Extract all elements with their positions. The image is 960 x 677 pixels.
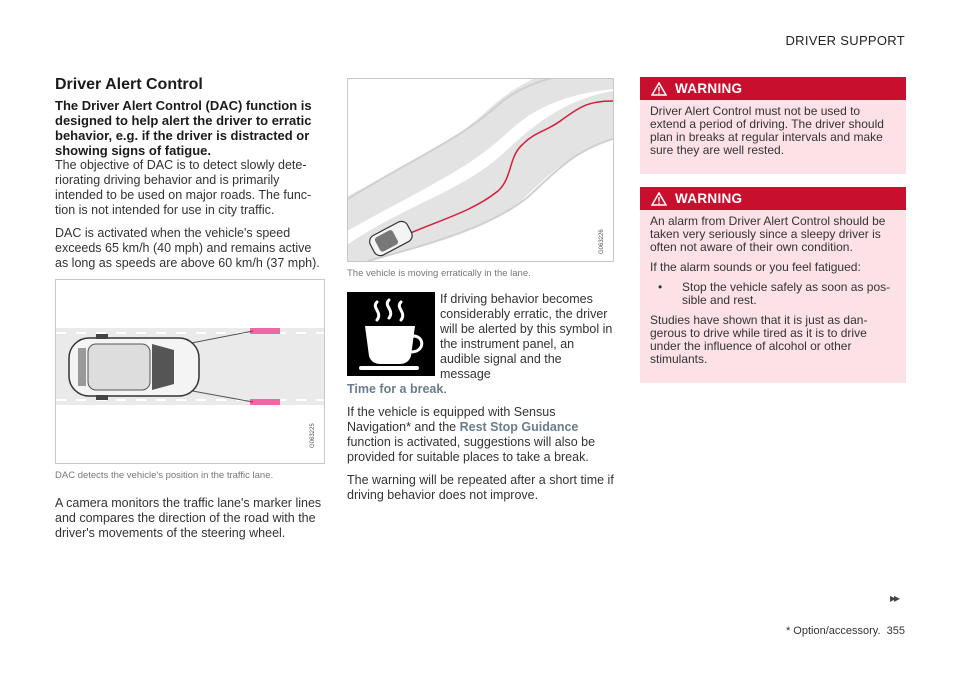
page-number: 355 [886, 625, 905, 637]
page-title: Driver Alert Control [55, 76, 203, 93]
message-time-for-break: Time for a break [347, 382, 444, 396]
figure-code: G063225 [310, 423, 316, 448]
figure-erratic-driving [347, 78, 614, 262]
warning-text: Studies have shown that it is just as dan-gerous to drive while tired as it is to drive under the influence of alcohol or other stimulants. [650, 313, 868, 366]
rest-stop-guidance: Rest Stop Guidance [459, 420, 579, 434]
figure-caption: DAC detects the vehicle's position in the traffic lane. [55, 470, 274, 481]
figure-code: G063226 [599, 229, 605, 254]
paragraph-coffee-message: Time for a break. [347, 382, 447, 396]
warning-text: If the alarm sounds or you feel fatigued: [650, 260, 861, 274]
figure-caption: The vehicle is moving erratically in the lane. [347, 268, 531, 279]
warning-triangle-icon [651, 192, 667, 206]
paragraph-camera: A camera monitors the traffic lane's marker lines and compares the direction of the road with the driver's movements of the steering wheel. [55, 496, 322, 540]
paragraph-repeat: The warning will be repeated after a short time if driving behavior does not improve. [347, 473, 614, 502]
figure-lane-detection [55, 279, 325, 464]
column-middle [347, 78, 614, 511]
warning-box-2 [640, 187, 906, 383]
column-right [640, 77, 906, 396]
warning-bullet: • Stop the vehicle safely as soon as pos-sible and rest. [658, 280, 891, 307]
warning-text: An alarm from Driver Alert Control should be taken very seriously since a sleepy driver is often not aware of their own condition. [650, 214, 886, 254]
section-header: DRIVER SUPPORT [785, 33, 905, 48]
car-icon [69, 334, 199, 400]
paragraph-sensus: If the vehicle is equipped with Sensus Navigation* and the Rest Stop Guidance function is activated, suggestions will also be provided for suitable places to take a break. [347, 405, 596, 464]
warning-text: Driver Alert Control must not be used to extend a period of driving. The driver should plan in breaks at regular intervals and make sure they are well rested. [650, 104, 884, 157]
paragraph-objective: The objective of DAC is to detect slowly dete-riorating driving behavior and is primarily intended to be used on major roads. The func-tion is not intended for use in city traffic. [55, 158, 312, 217]
column-left [55, 76, 325, 549]
warning-triangle-icon [651, 82, 667, 96]
lane-detection-illustration [56, 280, 324, 463]
footer [786, 625, 905, 637]
warning-box-1 [640, 77, 906, 174]
warning-header: WARNING [640, 187, 906, 210]
coffee-block [347, 292, 614, 382]
footnote: * Option/accessory. [785, 625, 881, 637]
next-page-arrows-icon[interactable]: ▸▸ [889, 591, 898, 605]
coffee-cup-icon [347, 292, 435, 376]
intro-text: The Driver Alert Control (DAC) function is designed to help alert the driver to erratic behavior, e.g. if the driver is distracted or showing signs of fatigue. [55, 98, 312, 158]
warning-header: WARNING [640, 77, 906, 100]
erratic-driving-illustration [348, 79, 613, 261]
paragraph-coffee: If driving behavior becomes considerably erratic, the driver will be alerted by this symbol in the instrument panel, an audible signal and the message [440, 292, 613, 381]
paragraph-activation: DAC is activated when the vehicle's speed exceeds 65 km/h (40 mph) and remains active as long as speeds are above 60 km/h (37 mph). [55, 226, 320, 270]
